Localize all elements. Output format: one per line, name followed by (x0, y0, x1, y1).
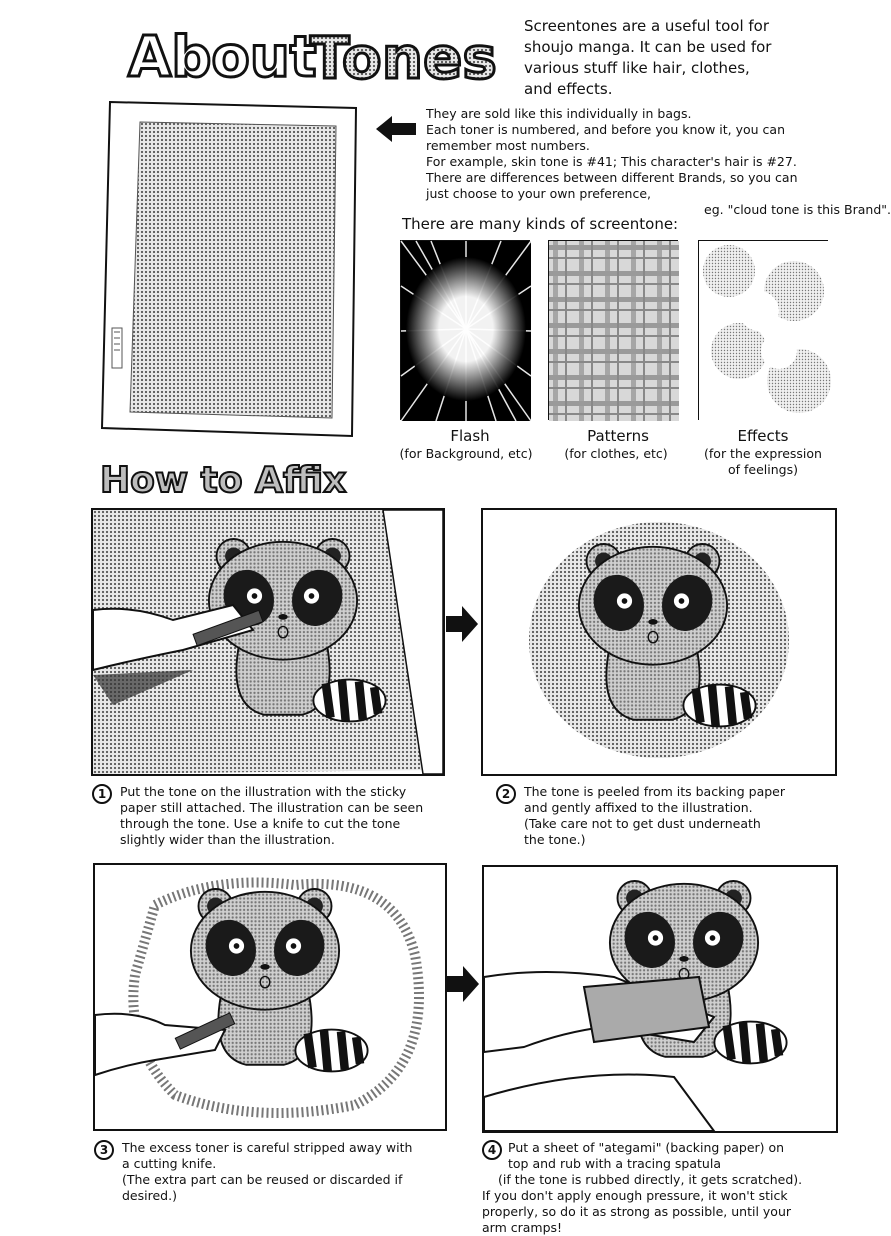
swatch-desc-effects (683, 446, 843, 478)
step-line: properly, so do it as strong as possible, until your (482, 1204, 792, 1219)
sold-line: Each toner is numbered, and before you know it, you can (426, 122, 785, 137)
kinds-heading: There are many kinds of screentone: (402, 215, 679, 233)
section-title-affix (98, 452, 368, 502)
step-line: The tone is peeled from its backing paper (524, 784, 785, 799)
intro-line: shoujo manga. It can be used for (524, 38, 772, 56)
page-title (120, 8, 497, 92)
swatch-desc-flash: (for Background, etc) (399, 446, 533, 461)
arrow-right-icon (446, 606, 478, 642)
sold-line: There are differences between different Brands, so you can (426, 170, 798, 185)
step-number-3: 3 (94, 1140, 114, 1160)
step-line: through the tone. Use a knife to cut the tone (120, 816, 401, 831)
step-line: (The extra part can be reused or discarded if (122, 1172, 403, 1187)
swatch-label-flash: Flash (450, 427, 490, 445)
step-line: and gently affixed to the illustration. (524, 800, 753, 815)
swatch-label-patterns: Patterns (587, 427, 649, 445)
effects-swatch (698, 240, 828, 420)
arrow-left-icon (376, 116, 416, 142)
step-2-panel (481, 508, 837, 776)
sold-line: just choose to your own preference, (426, 186, 652, 201)
step-4-caption (482, 1140, 854, 1236)
patterns-swatch (548, 240, 678, 420)
step-line: desired.) (122, 1188, 177, 1203)
sold-example: eg. "cloud tone is this Brand". (704, 202, 891, 217)
step-number-4: 4 (482, 1140, 502, 1160)
swatch-desc-patterns: (for clothes, etc) (564, 446, 668, 461)
flash-swatch (400, 240, 530, 420)
step-3-panel (93, 863, 447, 1131)
sold-info-text (426, 106, 891, 218)
step-line: slightly wider than the illustration. (120, 832, 335, 847)
intro-text (524, 16, 844, 100)
step-1-caption (92, 784, 462, 854)
title-tones: Tones (310, 24, 497, 92)
step-2-caption (496, 784, 846, 854)
step-line: the tone.) (524, 832, 586, 847)
step-line: Put the tone on the illustration with the sticky (120, 784, 407, 799)
sold-line: For example, skin tone is #41; This character's hair is #27. (426, 154, 797, 169)
swatch-label-effects: Effects (737, 427, 789, 445)
step-number-1: 1 (92, 784, 112, 804)
step-line: top and rub with a tracing spatula (508, 1156, 721, 1171)
affix-title-text: How to Affix (100, 460, 347, 501)
sold-line: They are sold like this individually in bags. (426, 106, 692, 121)
step-3-caption (94, 1140, 464, 1210)
step-line: arm cramps! (482, 1220, 563, 1235)
intro-line: various stuff like hair, clothes, (524, 59, 750, 77)
step-line: a cutting knife. (122, 1156, 217, 1171)
step-line: If you don't apply enough pressure, it won't stick (482, 1188, 788, 1203)
swatch-desc-line: (for the expression (704, 446, 822, 461)
swatch-desc-line: of feelings) (728, 462, 798, 477)
intro-line: Screentones are a useful tool for (524, 17, 770, 35)
intro-line: and effects. (524, 80, 613, 98)
step-1-panel (91, 508, 445, 776)
arrow-right-icon (447, 966, 479, 1002)
step-4-panel (482, 865, 838, 1133)
step-line: (Take care not to get dust underneath (524, 816, 761, 831)
title-about: About (128, 25, 317, 90)
screentone-sheet-image (100, 98, 358, 438)
step-line: paper still attached. The illustration can be seen (120, 800, 424, 815)
step-number-2: 2 (496, 784, 516, 804)
step-line: The excess toner is careful stripped away with (122, 1140, 413, 1155)
sold-line: remember most numbers. (426, 138, 590, 153)
step-line: (if the tone is rubbed directly, it gets scratched). (498, 1172, 803, 1187)
step-line: Put a sheet of "ategami" (backing paper) on (508, 1140, 785, 1155)
